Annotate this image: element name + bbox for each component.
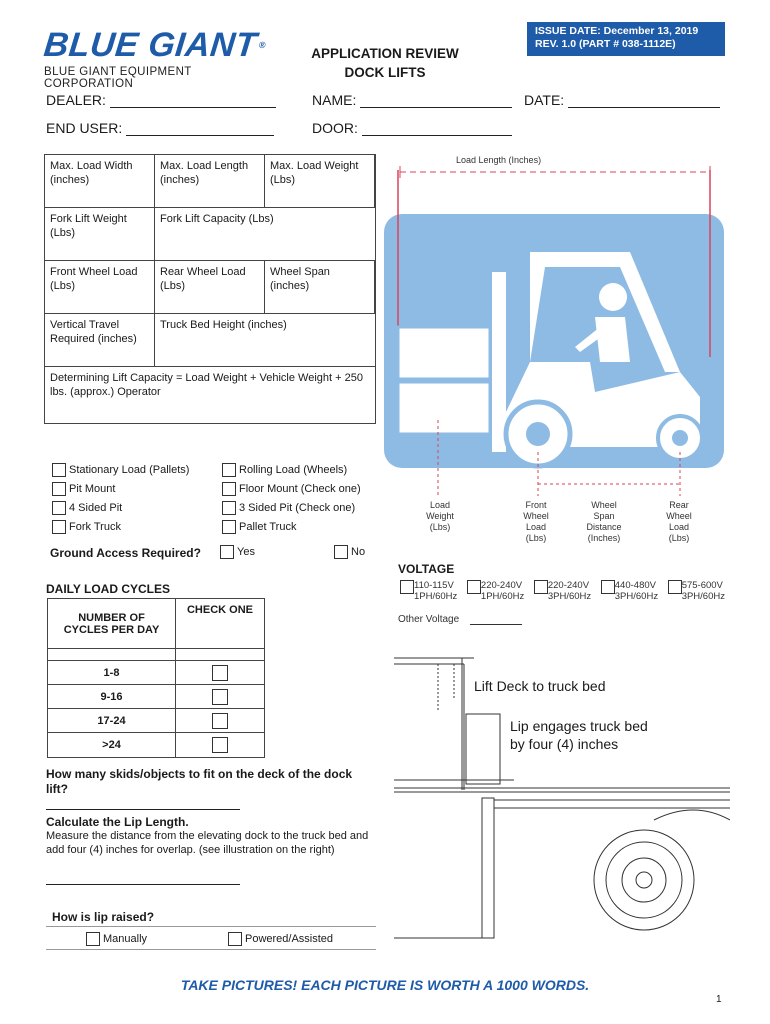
lip-raised-question: How is lip raised? [52, 910, 155, 924]
date-input-line[interactable] [568, 94, 720, 108]
opt-powered-assisted[interactable]: Powered/Assisted [228, 931, 333, 947]
label-wheel-span: Wheel Span Distance (Inches) [586, 500, 622, 543]
opt-pit-mount[interactable]: Pit Mount [52, 481, 115, 497]
lip-length-answer-line[interactable] [46, 884, 240, 885]
revision: REV. 1.0 (PART # 038-1112E) [535, 38, 676, 50]
cycles-col1-header: NUMBER OF CYCLES PER DAY [48, 599, 176, 648]
other-voltage-label: Other Voltage [398, 614, 460, 625]
checkbox[interactable] [52, 501, 66, 515]
opt-manually[interactable]: Manually [86, 931, 147, 947]
opt-rolling-load[interactable]: Rolling Load (Wheels) [222, 462, 347, 478]
checkbox[interactable] [220, 545, 234, 559]
checkbox[interactable] [467, 580, 481, 594]
checkbox[interactable] [601, 580, 615, 594]
cell-lift-capacity-note: Determining Lift Capacity = Load Weight + Vehicle Weight + 250 lbs. (approx.) Operator [50, 372, 363, 398]
dealer-input-line[interactable] [110, 94, 276, 108]
cell-truck-bed-height[interactable]: Truck Bed Height (inches) [155, 314, 375, 367]
checkbox[interactable] [222, 520, 236, 534]
form-title-line1: APPLICATION REVIEW [311, 46, 459, 61]
opt-stationary-load[interactable]: Stationary Load (Pallets) [52, 462, 189, 478]
load-specs-grid [44, 154, 376, 424]
opt-four-sided-pit[interactable]: 4 Sided Pit [52, 500, 122, 516]
form-title [300, 44, 470, 82]
opt-floor-mount[interactable]: Floor Mount (Check one) [222, 481, 361, 497]
cell-max-load-weight[interactable]: Max. Load Weight (Lbs) [265, 155, 375, 208]
checkbox[interactable] [52, 463, 66, 477]
dealer-field[interactable] [46, 92, 276, 108]
page-number: 1 [716, 994, 722, 1005]
checkbox[interactable] [668, 580, 682, 594]
voltage-options [400, 580, 725, 602]
cell-front-wheel-load[interactable]: Front Wheel Load (Lbs) [45, 261, 155, 314]
opt-fork-truck[interactable]: Fork Truck [52, 519, 121, 535]
dealer-label: DEALER: [46, 92, 106, 108]
cell-vertical-travel[interactable]: Vertical Travel Required (inches) [45, 314, 155, 367]
table-row: 9-16 [48, 685, 264, 709]
date-field[interactable] [524, 92, 720, 108]
end-user-label: END USER: [46, 120, 123, 136]
skids-answer-line[interactable] [46, 809, 240, 810]
checkbox[interactable] [212, 689, 228, 705]
checkbox[interactable] [212, 665, 228, 681]
label-rear-wheel-load: Rear Wheel Load (Lbs) [666, 500, 692, 543]
cycles-col2-header: CHECK ONE [186, 604, 253, 616]
table-row: 1-8 [48, 661, 264, 685]
dock-label-deck: Lift Deck to truck bed [474, 678, 606, 694]
company-logo [44, 28, 274, 90]
door-input-line[interactable] [362, 122, 512, 136]
voltage-opt-2[interactable]: 220-240V 3PH/60Hz [534, 580, 591, 602]
ground-access-label: Ground Access Required? [50, 546, 201, 560]
checkbox[interactable] [52, 520, 66, 534]
logo-subtitle: BLUE GIANT EQUIPMENT CORPORATION [44, 66, 192, 90]
end-user-input-line[interactable] [126, 122, 274, 136]
voltage-opt-4[interactable]: 575-600V 3PH/60Hz [668, 580, 725, 602]
other-voltage-input-line[interactable] [470, 624, 522, 625]
form-title-line2: DOCK LIFTS [344, 65, 426, 80]
opt-pallet-truck[interactable]: Pallet Truck [222, 519, 296, 535]
cycles-title: DAILY LOAD CYCLES [46, 582, 171, 596]
checkbox[interactable] [212, 737, 228, 753]
skids-question: How many skids/objects to fit on the deck of the dock lift? [46, 767, 353, 796]
load-length-label: Load Length (Inches) [456, 155, 542, 165]
cell-max-load-width[interactable]: Max. Load Width (inches) [45, 155, 155, 208]
table-row: 17-24 [48, 709, 264, 733]
footer-slogan: TAKE PICTURES! EACH PICTURE IS WORTH A 1000 WORDS. [180, 977, 590, 993]
voltage-opt-1[interactable]: 220-240V 1PH/60Hz [467, 580, 524, 602]
opt-ground-no[interactable]: No [334, 544, 365, 560]
name-field[interactable] [312, 92, 512, 108]
opt-ground-yes[interactable]: Yes [220, 544, 255, 560]
label-front-wheel-load: Front Wheel Load (Lbs) [523, 500, 549, 543]
name-input-line[interactable] [360, 94, 512, 108]
checkbox[interactable] [534, 580, 548, 594]
opt-three-sided-pit[interactable]: 3 Sided Pit (Check one) [222, 500, 355, 516]
checkbox[interactable] [228, 932, 242, 946]
label-load-weight: Load Weight (Lbs) [426, 500, 454, 532]
checkbox[interactable] [212, 713, 228, 729]
name-label: NAME: [312, 92, 357, 108]
cycles-table [47, 598, 265, 758]
checkbox[interactable] [400, 580, 414, 594]
lip-length-title: Calculate the Lip Length. [46, 815, 189, 829]
cell-max-load-length[interactable]: Max. Load Length (inches) [155, 155, 265, 208]
lip-length-description: Measure the distance from the elevating dock to the truck bed and add four (4) inches for overlap. (see illustration on the right) [46, 830, 369, 856]
cycles-spacer-row [48, 649, 264, 661]
issue-date: ISSUE DATE: December 13, 2019 [535, 25, 699, 37]
end-user-field[interactable] [46, 120, 274, 136]
forklift-illustration [380, 162, 730, 552]
logo-wordmark: BLUE GIANT® [42, 26, 267, 64]
cell-wheel-span[interactable]: Wheel Span (inches) [265, 261, 375, 314]
checkbox[interactable] [222, 501, 236, 515]
cycles-header-row [48, 599, 264, 649]
checkbox[interactable] [222, 482, 236, 496]
door-field[interactable] [312, 120, 512, 136]
voltage-opt-0[interactable]: 110-115V 1PH/60Hz [400, 580, 457, 602]
dock-label-lip: Lip engages truck bed by four (4) inches [510, 718, 648, 752]
checkbox[interactable] [222, 463, 236, 477]
dock-lift-illustration [394, 650, 730, 945]
checkbox[interactable] [334, 545, 348, 559]
cell-rear-wheel-load[interactable]: Rear Wheel Load (Lbs) [155, 261, 265, 314]
checkbox[interactable] [86, 932, 100, 946]
voltage-title: VOLTAGE [398, 562, 455, 576]
date-label: DATE: [524, 92, 565, 108]
checkbox[interactable] [52, 482, 66, 496]
table-row: >24 [48, 733, 264, 757]
voltage-opt-3[interactable]: 440-480V 3PH/60Hz [601, 580, 658, 602]
issue-info-badge [527, 22, 725, 56]
cell-fork-lift-capacity[interactable]: Fork Lift Capacity (Lbs) [155, 208, 375, 261]
cell-fork-lift-weight[interactable]: Fork Lift Weight (Lbs) [45, 208, 155, 261]
door-label: DOOR: [312, 120, 358, 136]
